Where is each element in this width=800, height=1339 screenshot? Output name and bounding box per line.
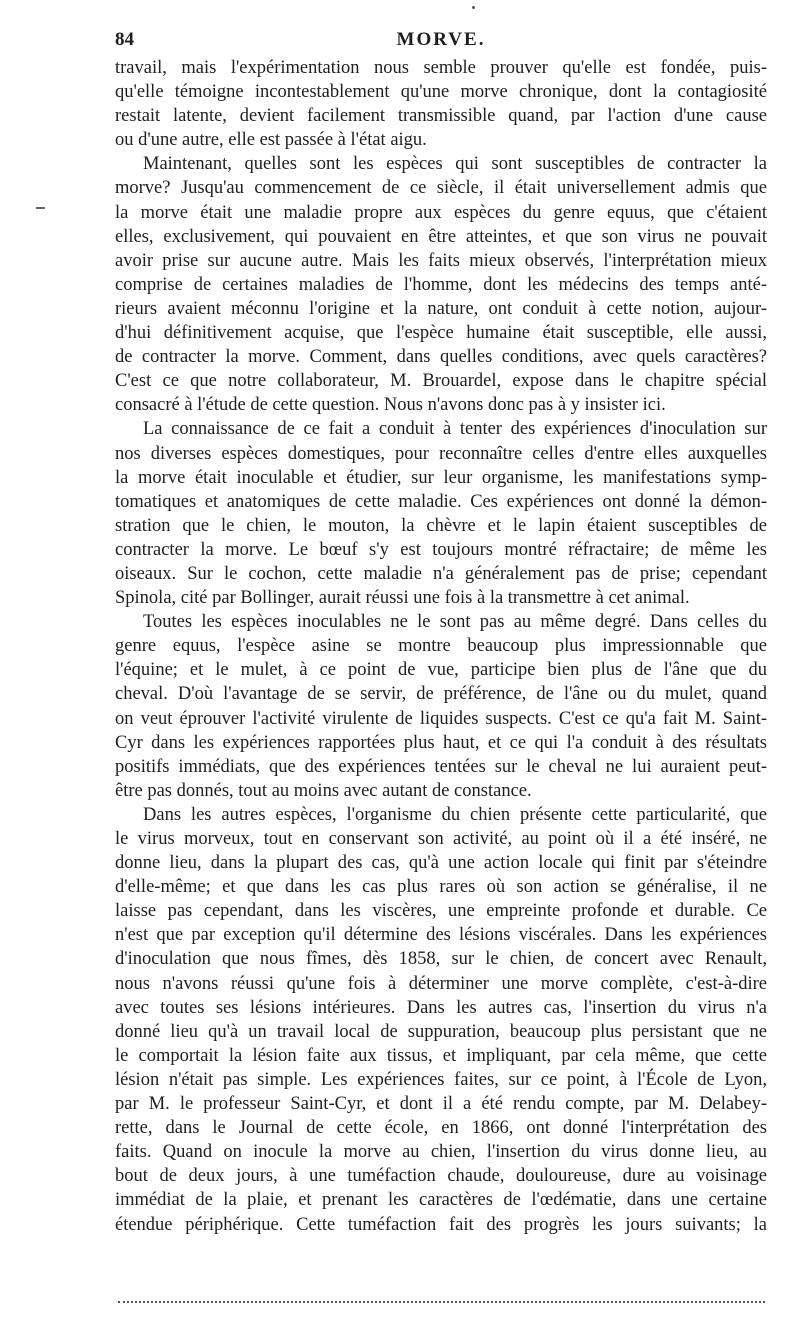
text-line: stration que le chien, le mouton, la chèvre et le lapin étaient susceptibles de: [115, 515, 767, 536]
margin-mark: [36, 207, 45, 209]
text-line: la morve était une maladie propre aux espèces du genre equus, que c'étaient: [115, 202, 767, 223]
text-line: rette, dans le Journal de cette école, en 1866, ont donné l'interprétation des: [115, 1118, 767, 1139]
body-text: [115, 56, 767, 1237]
text-line: Cyr dans les expériences rapportées plus haut, et ce qui l'a conduit à des résultats: [115, 732, 767, 753]
page-number: 84: [115, 29, 134, 50]
text-line: laisse pas cependant, dans les viscères, une empreinte profonde et durable. Ce: [115, 901, 767, 922]
text-line: être pas donnés, tout au moins avec autant de constance.: [115, 780, 532, 801]
text-line: contracter la morve. Le bœuf s'y est toujours montré réfractaire; de même les: [115, 539, 767, 560]
text-line: lésion n'était pas simple. Les expériences faites, sur ce point, à l'École de Lyon,: [115, 1069, 767, 1090]
text-line: on veut éprouver l'activité virulente de liquides suspects. C'est ce qu'a fait M. Saint-: [115, 708, 767, 729]
text-line: donne lieu, dans la plupart des cas, qu'à une action locale qui finit par s'éteindre: [115, 853, 767, 874]
text-line: elles, exclusivement, qui pouvaient en être atteintes, et que son virus ne pouvait: [115, 226, 767, 247]
text-line: faits. Quand on inocule la morve au chien, l'insertion du virus donne lieu, au: [115, 1142, 767, 1163]
running-title: MORVE.: [396, 29, 486, 50]
text-line: nos diverses espèces domestiques, pour reconnaître celles d'entre elles auxquelles: [115, 443, 767, 464]
text-line: tomatiques et anatomiques de cette maladie. Ces expériences ont donné la démon-: [115, 491, 767, 512]
text-line: consacré à l'étude de cette question. Nous n'avons donc pas à y insister ici.: [115, 395, 666, 416]
text-line: avec toutes ses lésions intérieures. Dans les autres cas, l'insertion du virus n'a: [115, 997, 767, 1018]
text-line: d'inoculation que nous fîmes, dès 1858, sur le chien, de concert avec Renault,: [115, 949, 767, 970]
text-line: cheval. D'où l'avantage de se servir, de préférence, de l'âne ou du mulet, quand: [115, 684, 767, 705]
text-line: de contracter la morve. Comment, dans quelles conditions, avec quels caractères?: [115, 347, 767, 368]
ink-speck: [472, 6, 475, 9]
text-line: Toutes les espèces inoculables ne le sont pas au même degré. Dans celles du: [143, 612, 767, 633]
text-line: étendue périphérique. Cette tuméfaction fait des progrès les jours suivants; la: [115, 1214, 767, 1235]
text-line: rieurs avaient méconnu l'origine et la nature, ont conduit à cette notion, aujour-: [115, 298, 767, 319]
text-line: avoir prise sur aucune autre. Mais les faits mieux observés, l'interprétation mieux: [115, 250, 767, 271]
text-line: morve? Jusqu'au commencement de ce siècle, il était universellement admis que: [115, 178, 767, 199]
running-head: [115, 28, 767, 52]
text-line: positifs immédiats, que des expériences tentées sur le cheval ne lui auraient peut-: [115, 756, 767, 777]
text-line: qu'elle témoigne incontestablement qu'une morve chronique, dont la contagiosité: [115, 82, 767, 103]
text-line: oiseaux. Sur le cochon, cette maladie n'a généralement pas de prise; cependant: [115, 563, 767, 584]
text-line: la morve était inoculable et étudier, sur leur organisme, les manifestations symp-: [115, 467, 767, 488]
text-line: ou d'une autre, elle est passée à l'état aigu.: [115, 130, 427, 151]
text-line: La connaissance de ce fait a conduit à tenter des expériences d'inoculation sur: [143, 419, 767, 440]
text-line: genre equus, l'espèce asine se montre beaucoup plus impressionnable que: [115, 636, 767, 657]
text-line: Spinola, cité par Bollinger, aurait réussi une fois à la transmettre à cet animal.: [115, 588, 690, 609]
footer-rule: [118, 1301, 765, 1303]
text-line: d'hui définitivement acquise, que l'espèce humaine était susceptible, elle aussi,: [115, 323, 767, 344]
text-line: Maintenant, quelles sont les espèces qui sont susceptibles de contracter la: [143, 154, 767, 175]
text-line: donné lieu qu'à un travail local de suppuration, beaucoup plus persistant que ne: [115, 1021, 767, 1042]
text-line: par M. le professeur Saint-Cyr, et dont il a été rendu compte, par M. Delabey-: [115, 1094, 767, 1115]
text-line: travail, mais l'expérimentation nous semble prouver qu'elle est fondée, puis-: [115, 58, 767, 78]
text-line: comprise de certaines maladies de l'homme, dont les médecins des temps anté-: [115, 274, 767, 295]
text-line: d'elle-même; et que dans les cas plus rares où son action se généralise, il ne: [115, 877, 767, 898]
text-line: nous n'avons réussi qu'une fois à déterminer une morve complète, c'est-à-dire: [115, 973, 767, 994]
text-line: n'est que par exception qu'il détermine des lésions viscérales. Dans les expériences: [115, 925, 767, 946]
text-line: restait latente, devient facilement transmissible quand, par l'action d'une cause: [115, 106, 767, 127]
text-line: le comportait la lésion faite aux tissus, et impliquant, par cela même, que cette: [115, 1045, 767, 1066]
text-line: Dans les autres espèces, l'organisme du chien présente cette particularité, que: [143, 804, 767, 825]
text-line: immédiat de la plaie, et prenant les caractères de l'œdématie, dans une certaine: [115, 1190, 767, 1211]
text-line: bout de deux jours, à une tuméfaction chaude, douloureuse, dure au voisinage: [115, 1166, 767, 1187]
text-line: l'équine; et le mulet, à ce point de vue, participe bien plus de l'âne que du: [115, 660, 767, 681]
text-line: C'est ce que notre collaborateur, M. Brouardel, expose dans le chapitre spécial: [115, 371, 767, 392]
text-line: le virus morveux, tout en conservant son activité, au point où il a été inséré, ne: [115, 829, 767, 849]
